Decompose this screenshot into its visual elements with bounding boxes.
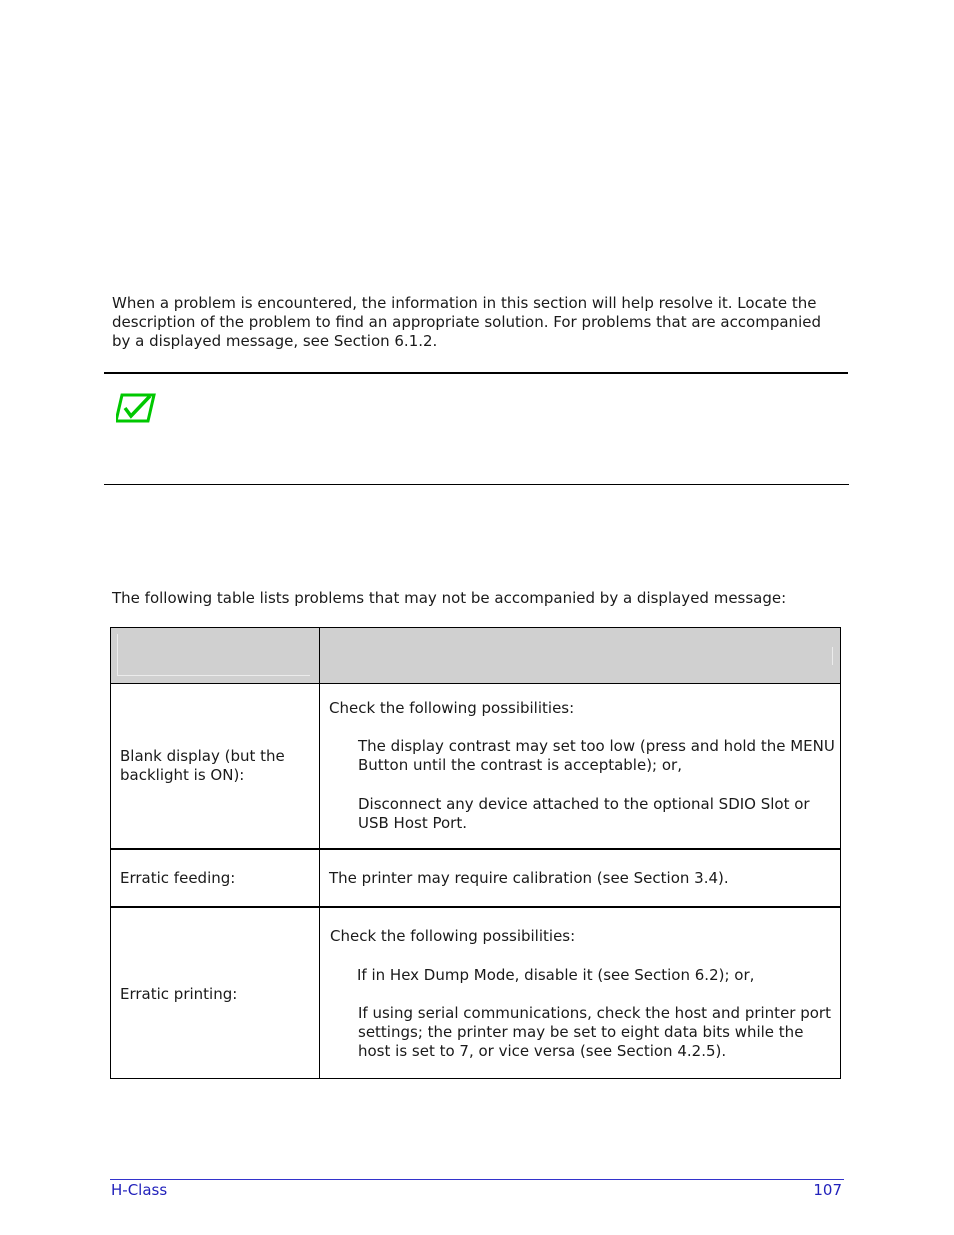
solution-item: The display contrast may set too low (press and hold the MENU Button until the contrast is acceptable); or, — [358, 737, 835, 774]
column-divider — [319, 628, 320, 1078]
table-header-row — [111, 628, 840, 684]
solution-lead: Check the following possibilities: — [329, 699, 575, 717]
solution-item: If in Hex Dump Mode, disable it (see Section 6.2); or, — [357, 966, 755, 984]
problem-cell: Erratic feeding: — [120, 869, 236, 887]
note-bottom-rule — [104, 484, 849, 485]
solution-item: If using serial communications, check the host and printer port settings; the printer may be set to eight data bits while the host is set to 7, or vice versa (see Section 4.2.5). — [358, 1004, 831, 1060]
solution-lead: The printer may require calibration (see Section 3.4). — [329, 869, 729, 887]
footer-product-name: H-Class — [111, 1181, 168, 1199]
row-divider — [111, 906, 840, 908]
problem-cell: Erratic printing: — [120, 985, 238, 1003]
intro-paragraph: When a problem is encountered, the information in this section will help resolve it. Locate the description of the problem to find an appropriate solution. For problems that are accompanied by a displayed message, see Section 6.1.2. — [112, 294, 821, 350]
table-intro: The following table lists problems that may not be accompanied by a displayed message: — [112, 589, 787, 607]
problem-cell: Blank display (but the backlight is ON): — [120, 747, 285, 784]
solution-lead: Check the following possibilities: — [330, 927, 576, 945]
note-top-rule — [104, 372, 848, 374]
solution-item: Disconnect any device attached to the optional SDIO Slot or USB Host Port. — [358, 795, 810, 832]
problems-table — [110, 627, 841, 1079]
row-divider — [111, 848, 840, 850]
checked-box-icon — [116, 393, 156, 423]
footer-rule — [110, 1179, 844, 1180]
footer-page-number: 107 — [813, 1181, 842, 1199]
